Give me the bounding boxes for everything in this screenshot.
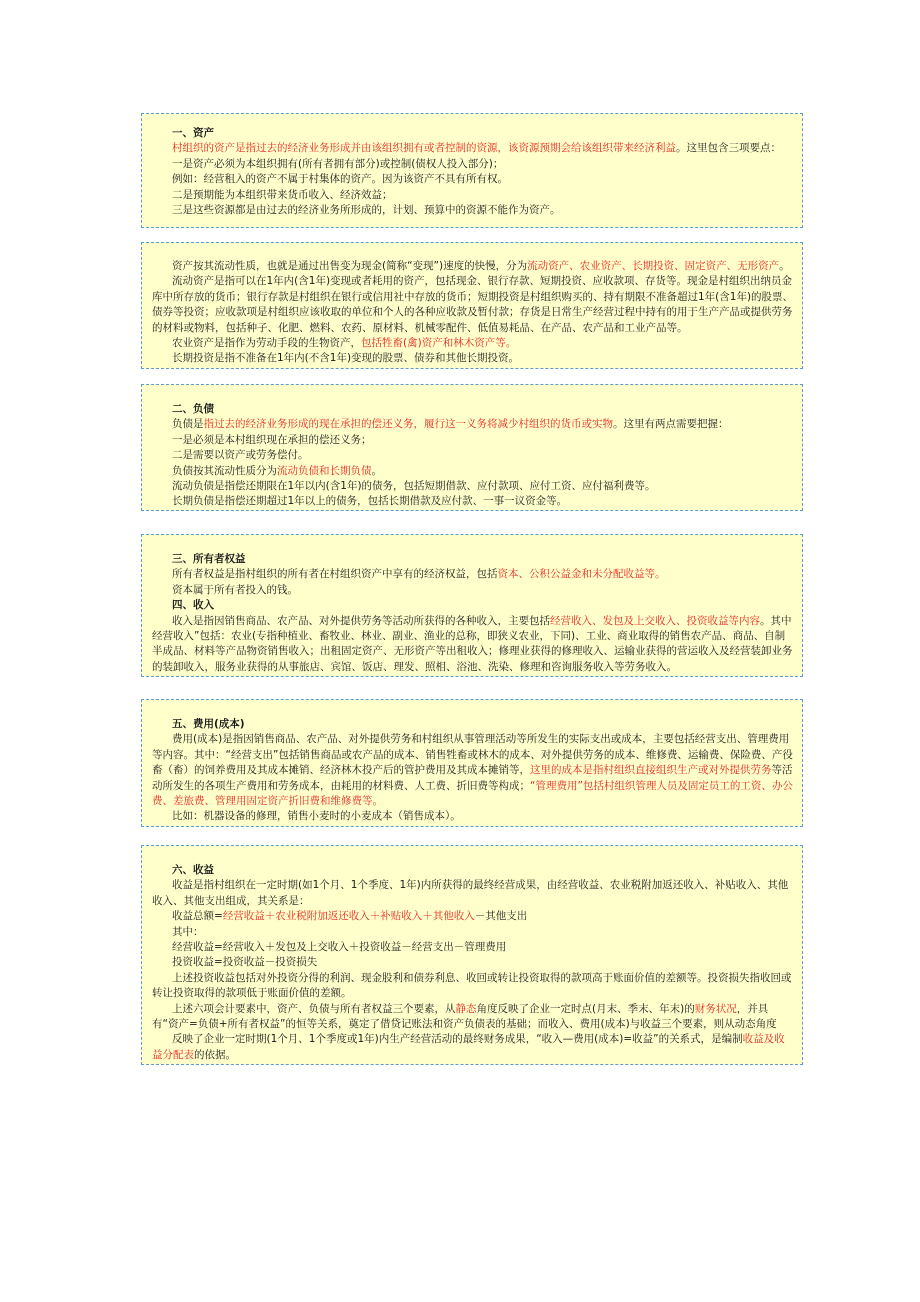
investment-income-formula: 投资收益=投资收益－投资损失 bbox=[172, 956, 318, 969]
agricultural-assets bbox=[152, 336, 794, 351]
income-where: 其中： bbox=[172, 925, 204, 938]
section-title-equity: 三、所有者权益 bbox=[172, 553, 246, 565]
elements-summary-b: 角度反映了企业一定时点(月末、季末、年末)的 bbox=[476, 1002, 695, 1015]
asset-types-intro bbox=[152, 259, 794, 274]
elements-summary-d: 反映了企业一定时期(1个月、1个季度或1年)内生产经营活动的最终财务成果，“收入—费用(成本)=收益”的关系式，是编制 bbox=[172, 1033, 743, 1046]
static-highlight: 静态 bbox=[455, 1002, 477, 1015]
section-box-income bbox=[141, 845, 803, 1065]
revenue-definition bbox=[152, 614, 794, 676]
expenses-highlight-1: 这里的成本是指村组织直接组织生产或对外提供劳务 bbox=[530, 764, 772, 777]
asset-types-highlight: 流动资产、农业资产、长期投资、固定资产、无形资产 bbox=[527, 260, 780, 272]
section-title-liabilities: 二、负债 bbox=[172, 403, 214, 415]
assets-definition bbox=[152, 141, 794, 156]
agricultural-assets-highlight: 包括牲畜(禽)资产和林木资产等。 bbox=[361, 337, 517, 350]
revenue-definition-tail: 。其中经营收入”包括：农业(专指种植业、畜牧业、林业、副业、渔业的总称，即狭义农业，下同)、工业、商业取得的销售农产品、商品、自制半成品、材料等产品物资销售收入；出租固定资产、无形资产等出租收入；修理业获得的修理收入、运输业获得的营运收入及经营装卸业务的装卸收入，服务业获得的从事旅店、宾馆、饭店、理发、照相、浴池、洗染、修理和咨询服务收入等劳务收入。 bbox=[152, 614, 793, 673]
liabilities-types-highlight: 流动负债和长期负债 bbox=[277, 464, 372, 477]
assets-example: 例如：经营租入的资产不属于村集体的资产。因为该资产不具有所有权。 bbox=[172, 173, 508, 186]
section-title-assets: 一、资产 bbox=[172, 127, 214, 139]
liabilities-definition bbox=[152, 417, 794, 432]
liabilities-definition-highlight: 指过去的经济业务形成的现在承担的偿还义务，履行这一义务将减少村组织的货币或实物 bbox=[203, 418, 613, 431]
equity-definition-text: 所有者权益是指村组织的所有者在村组织资产中享有的经济权益，包括 bbox=[172, 568, 498, 581]
liabilities-types-text: 负债按其流动性质分为 bbox=[172, 464, 277, 477]
income-formula-highlight: 经营收益＋农业税附加返还收入＋补贴收入＋其他收入 bbox=[222, 910, 475, 923]
long-term-investment: 长期投资是指不准备在1年内(不含1年)变现的股票、债券和其他长期投资。 bbox=[172, 352, 520, 365]
liabilities-point-2: 二是需要以资产或劳务偿付。 bbox=[172, 449, 309, 462]
capital-note: 资本属于所有者投入的钱。 bbox=[172, 583, 298, 596]
assets-point-3: 三是这些资源都是由过去的经济业务所形成的，计划、预算中的资源不能作为资产。 bbox=[172, 204, 561, 217]
section-box-asset-types bbox=[141, 242, 803, 369]
elements-summary-continued bbox=[152, 1032, 794, 1063]
income-formula-start: 收益总额= bbox=[172, 910, 223, 923]
liabilities-point-1: 一是必须是本村组织现在承担的偿还义务； bbox=[172, 433, 372, 446]
operating-income-formula: 经营收益=经营收入＋发包及上交收入＋投资收益－经营支出－管理费用 bbox=[172, 941, 507, 954]
elements-summary-c: ，并具有“资产=负债+所有者权益”的恒等关系，奠定了借贷记账法和资产负债表的基础；而收入、费用(成本)与收益三个要素，则从动态角度 bbox=[152, 1002, 777, 1031]
elements-summary-end: 的依据。 bbox=[194, 1048, 236, 1061]
equity-definition-highlight: 资本、公积公益金和未分配收益等。 bbox=[497, 568, 666, 581]
section-title-income: 六、收益 bbox=[172, 864, 214, 876]
expenses-definition-middle: 等活动所发生的各项生产费用和劳务成本，由耗用的材料费、人工费、折旧费等构成； bbox=[152, 764, 793, 792]
section-title-expenses: 五、费用(成本) bbox=[172, 718, 245, 730]
expenses-definition bbox=[152, 732, 794, 809]
liabilities-definition-start: 负债是 bbox=[172, 418, 204, 431]
expenses-definition-text: 费用(成本)是指因销售商品、农产品、对外提供劳务和村组织从事管理活动等所发生的实际支出或成本，主要包括经营支出、管理费用等内容。其中：“经营支出”包括销售商品或农产品的成本、销售牲畜或林木的成本、对外提供劳务的成本、维修费、运输费、保险费、产役畜（畜）的饲养费用及其成本摊销、经济林木投产后的管护费用及其成本摊销等， bbox=[152, 733, 793, 777]
asset-types-intro-text: 资产按其流动性质，也就是通过出售变为现金(简称“变现”)速度的快慢，分为 bbox=[172, 260, 528, 272]
income-statement-highlight: 收益及收益分配表 bbox=[152, 1033, 785, 1061]
revenue-definition-highlight: 经营收入、发包及上交收入、投资收益等内容 bbox=[550, 614, 760, 627]
current-liabilities: 流动负债是指偿还期限在1年以内(含1年)的债务，包括短期借款、应付款项、应付工资、应付福利费等。 bbox=[172, 480, 656, 493]
assets-definition-highlight: 村组织的资产是指过去的经济业务形成并由该组织拥有或者控制的资源，该资源预期会给该组织带来经济利益 bbox=[172, 142, 676, 155]
equity-definition bbox=[152, 567, 794, 582]
liabilities-types-end: 。 bbox=[371, 464, 382, 477]
elements-summary-a: 上述六项会计要素中，资产、负债与所有者权益三个要素，从 bbox=[172, 1002, 456, 1015]
liabilities-types bbox=[152, 464, 794, 479]
agricultural-assets-text: 农业资产是指作为劳动手段的生物资产， bbox=[172, 337, 361, 350]
investment-income-note: 上述投资收益包括对外投资分得的利润、现金股利和债券利息、收回或转让投资取得的款项高于账面价值的差额等。投资损失指收回或转让投资取得的款项低于账面价值的差额。 bbox=[152, 971, 792, 1000]
assets-point-1: 一是资产必须为本组织拥有(所有者拥有部分)或控制(债权人投入部分)； bbox=[172, 157, 504, 170]
assets-definition-tail: 。这里包含三项要点： bbox=[676, 142, 781, 155]
financial-position-highlight: 财务状况 bbox=[694, 1002, 737, 1015]
asset-types-intro-end: 。 bbox=[779, 260, 790, 272]
section-box-expenses bbox=[141, 699, 803, 827]
income-formula-end: －其他支出 bbox=[474, 910, 528, 923]
current-assets-paragraph: 流动资产是指可以在1年内(含1年)变现或者耗用的资产，包括现金、银行存款、短期投资、应收款项、存货等。现金是村组织出纳员金库中所存放的货币；银行存款是村组织在银行或信用社中存放的货币；短期投资是村组织购买的、持有期限不准备超过1年(含1年)的股票、债券等投资；应收款项是村组织应该收取的单位和个人的各种应收款及暂付款；存货是日常生产经营过程中持有的用于生产产品或提供劳务的材料或物料，包括种子、化肥、燃料、农药、原材料、机械零配件、低值易耗品、在产品、农产品和工业产品等。 bbox=[152, 275, 794, 334]
elements-summary bbox=[152, 1002, 794, 1033]
revenue-definition-text: 收入是指因销售商品、农产品、对外提供劳务等活动所获得的各种收入，主要包括 bbox=[172, 614, 550, 627]
income-formula bbox=[152, 909, 794, 924]
long-term-liabilities: 长期负债是指偿还期超过1年以上的债务，包括长期借款及应付款、一事一议资金等。 bbox=[172, 495, 568, 508]
assets-point-2: 二是预期能为本组织带来货币收入、经济效益； bbox=[172, 188, 393, 201]
section-box-assets bbox=[141, 113, 803, 228]
section-box-equity-revenue bbox=[141, 534, 803, 677]
section-box-liabilities bbox=[141, 384, 803, 511]
liabilities-definition-tail: 。这里有两点需要把握： bbox=[613, 418, 729, 431]
income-definition: 收益是指村组织在一定时期(如1个月、1个季度、1年)内所获得的最终经营成果，由经营收益、农业税附加返还收入、补贴收入、其他收入、其他支出组成，其关系是： bbox=[152, 879, 789, 907]
expenses-highlight-2: “管理费用”包括村组织管理人员及固定员工的工资、办公费、差旅费、管理用固定资产折旧费和维修费等。 bbox=[152, 779, 793, 808]
expenses-example: 比如：机器设备的修理，销售小麦时的小麦成本（销售成本）。 bbox=[172, 810, 461, 823]
section-title-revenue: 四、收入 bbox=[172, 599, 214, 612]
